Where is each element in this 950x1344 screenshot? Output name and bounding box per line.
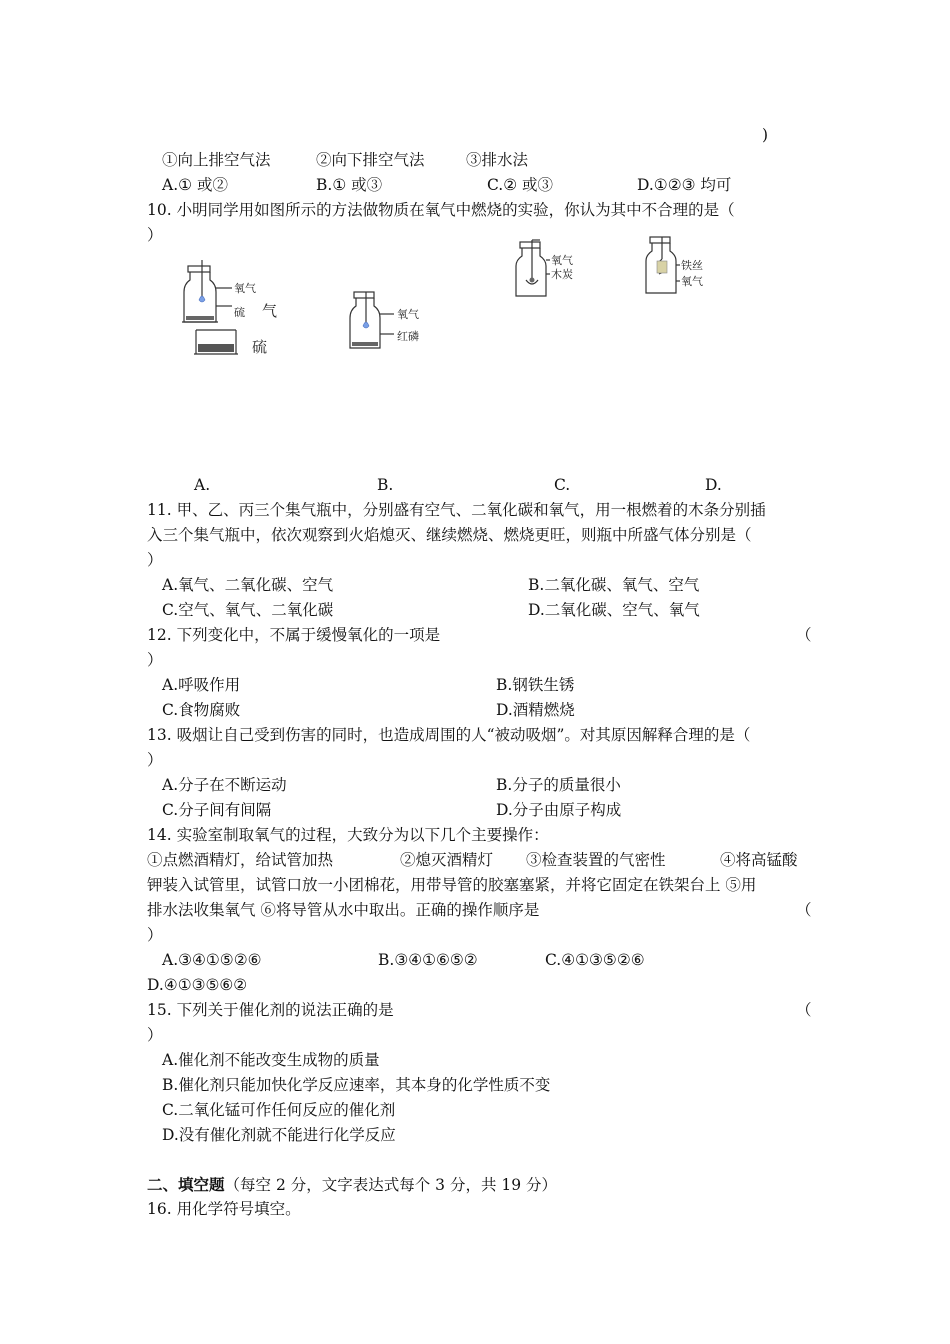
q14-option-b: B.③④①⑥⑤②	[378, 951, 478, 969]
q9-method-2: ②向下排空气法	[316, 151, 425, 169]
q15-option-b: B.催化剂只能加快化学反应速率，其本身的化学性质不变	[162, 1076, 551, 1094]
figure-d-label-1: 铁丝	[681, 259, 703, 272]
figure-d-iron-wire	[640, 235, 720, 297]
q15-paren: （	[796, 1001, 812, 1019]
q14-step-2: ②熄灭酒精灯	[400, 851, 494, 869]
q9-method-1: ①向上排空气法	[162, 151, 271, 169]
q13-option-b: B.分子的质量很小	[496, 776, 621, 794]
figure-a-label-2: 硫	[234, 306, 245, 319]
q12-close: ）	[147, 651, 163, 669]
q9-close-paren: )	[762, 126, 769, 144]
q12-option-b: B.钢铁生锈	[496, 676, 575, 694]
figure-a-sulfur	[180, 258, 300, 358]
section-2-title: 二、填空题	[147, 1175, 225, 1194]
q12-stem: 12. 下列变化中，不属于缓慢氧化的一项是	[147, 626, 441, 644]
q11-stem-line-3: ）	[147, 551, 163, 569]
q12-option-d: D.酒精燃烧	[496, 701, 575, 719]
q9-method-3: ③排水法	[466, 151, 529, 169]
q15-option-a: A.催化剂不能改变生成物的质量	[162, 1051, 380, 1069]
q11-stem-line-2: 入三个集气瓶中，依次观察到火焰熄灭、继续燃烧、燃烧更旺，则瓶中所盛气体分别是（	[147, 526, 752, 544]
q10-option-a: A.	[194, 476, 211, 494]
figure-a-label-4: 硫	[252, 338, 268, 356]
q14-option-a: A.③④①⑤②⑥	[162, 951, 262, 969]
section-2-note: （每空 2 分，文字表达式每个 3 分，共 19 分）	[224, 1176, 558, 1194]
q10-stem: 10. 小明同学用如图所示的方法做物质在氧气中燃烧的实验，你认为其中不合理的是（	[147, 201, 735, 219]
q9-option-b: B.① 或③	[316, 176, 383, 194]
q10-stem-cont: ）	[147, 226, 163, 244]
q15-option-d: D.没有催化剂就不能进行化学反应	[162, 1126, 396, 1144]
q14-steps-line-3: 排水法收集氧气 ⑥将导管从水中取出。正确的操作顺序是	[147, 901, 540, 919]
q15-close: ）	[147, 1026, 163, 1044]
figure-b-phosphorus	[344, 290, 444, 354]
q9-option-a: A.① 或②	[162, 176, 228, 194]
q14-step-4: ④将高锰酸	[720, 851, 798, 869]
q10-option-b: B.	[377, 476, 394, 494]
q10-option-c: C.	[554, 476, 571, 494]
q15-option-c: C.二氧化锰可作任何反应的催化剂	[162, 1101, 396, 1119]
figure-c-label-2: 木炭	[551, 268, 573, 281]
q14-option-c: C.④①③⑤②⑥	[545, 951, 645, 969]
q14-paren: （	[796, 901, 812, 919]
q14-close: ）	[147, 926, 163, 944]
q14-step-1: ①点燃酒精灯，给试管加热	[147, 851, 334, 869]
q14-steps-line-2: 钾装入试管里，试管口放一小团棉花，用带导管的胶塞塞紧，并将它固定在铁架台上 ⑤用	[147, 876, 757, 894]
q11-option-d: D.二氧化碳、空气、氧气	[528, 601, 700, 619]
q13-option-d: D.分子由原子构成	[496, 801, 622, 819]
q11-option-c: C.空气、氧气、二氧化碳	[162, 601, 334, 619]
figure-c-label-1: 氧气	[551, 254, 573, 267]
section-2-heading	[147, 1177, 557, 1194]
q13-stem: 13. 吸烟让自己受到伤害的同时，也造成周围的人“被动吸烟”。对其原因解释合理的是（	[147, 726, 751, 744]
figure-b-label-1: 氧气	[397, 308, 419, 321]
q14-option-d: D.④①③⑤⑥②	[147, 976, 248, 994]
q13-option-a: A.分子在不断运动	[162, 776, 287, 794]
q11-option-a: A.氧气、二氧化碳、空气	[162, 576, 334, 594]
q12-paren: （	[796, 626, 812, 644]
q15-stem: 15. 下列关于催化剂的说法正确的是	[147, 1001, 394, 1019]
figure-a-label-1: 氧气	[234, 282, 256, 295]
q13-option-c: C.分子间有间隔	[162, 801, 272, 819]
figure-d-label-2: 氧气	[681, 275, 703, 288]
q16-stem: 16. 用化学符号填空。	[147, 1200, 301, 1218]
q11-option-b: B.二氧化碳、氧气、空气	[528, 576, 700, 594]
q9-option-d: D.①②③ 均可	[637, 176, 732, 194]
q14-step-3: ③检查装置的气密性	[526, 851, 666, 869]
q10-option-d: D.	[705, 476, 722, 494]
q12-option-c: C.食物腐败	[162, 701, 241, 719]
figure-b-label-2: 红磷	[397, 330, 419, 343]
figure-a-label-3: 气	[262, 302, 278, 320]
figure-c-charcoal	[510, 238, 590, 300]
q12-option-a: A.呼吸作用	[162, 676, 241, 694]
q9-option-c: C.② 或③	[487, 176, 554, 194]
q11-stem-line-1: 11. 甲、乙、丙三个集气瓶中，分别盛有空气、二氧化碳和氧气，用一根燃着的木条分别插	[147, 501, 766, 519]
q13-close: ）	[147, 751, 163, 769]
q14-stem: 14. 实验室制取氧气的过程，大致分为以下几个主要操作：	[147, 826, 549, 844]
